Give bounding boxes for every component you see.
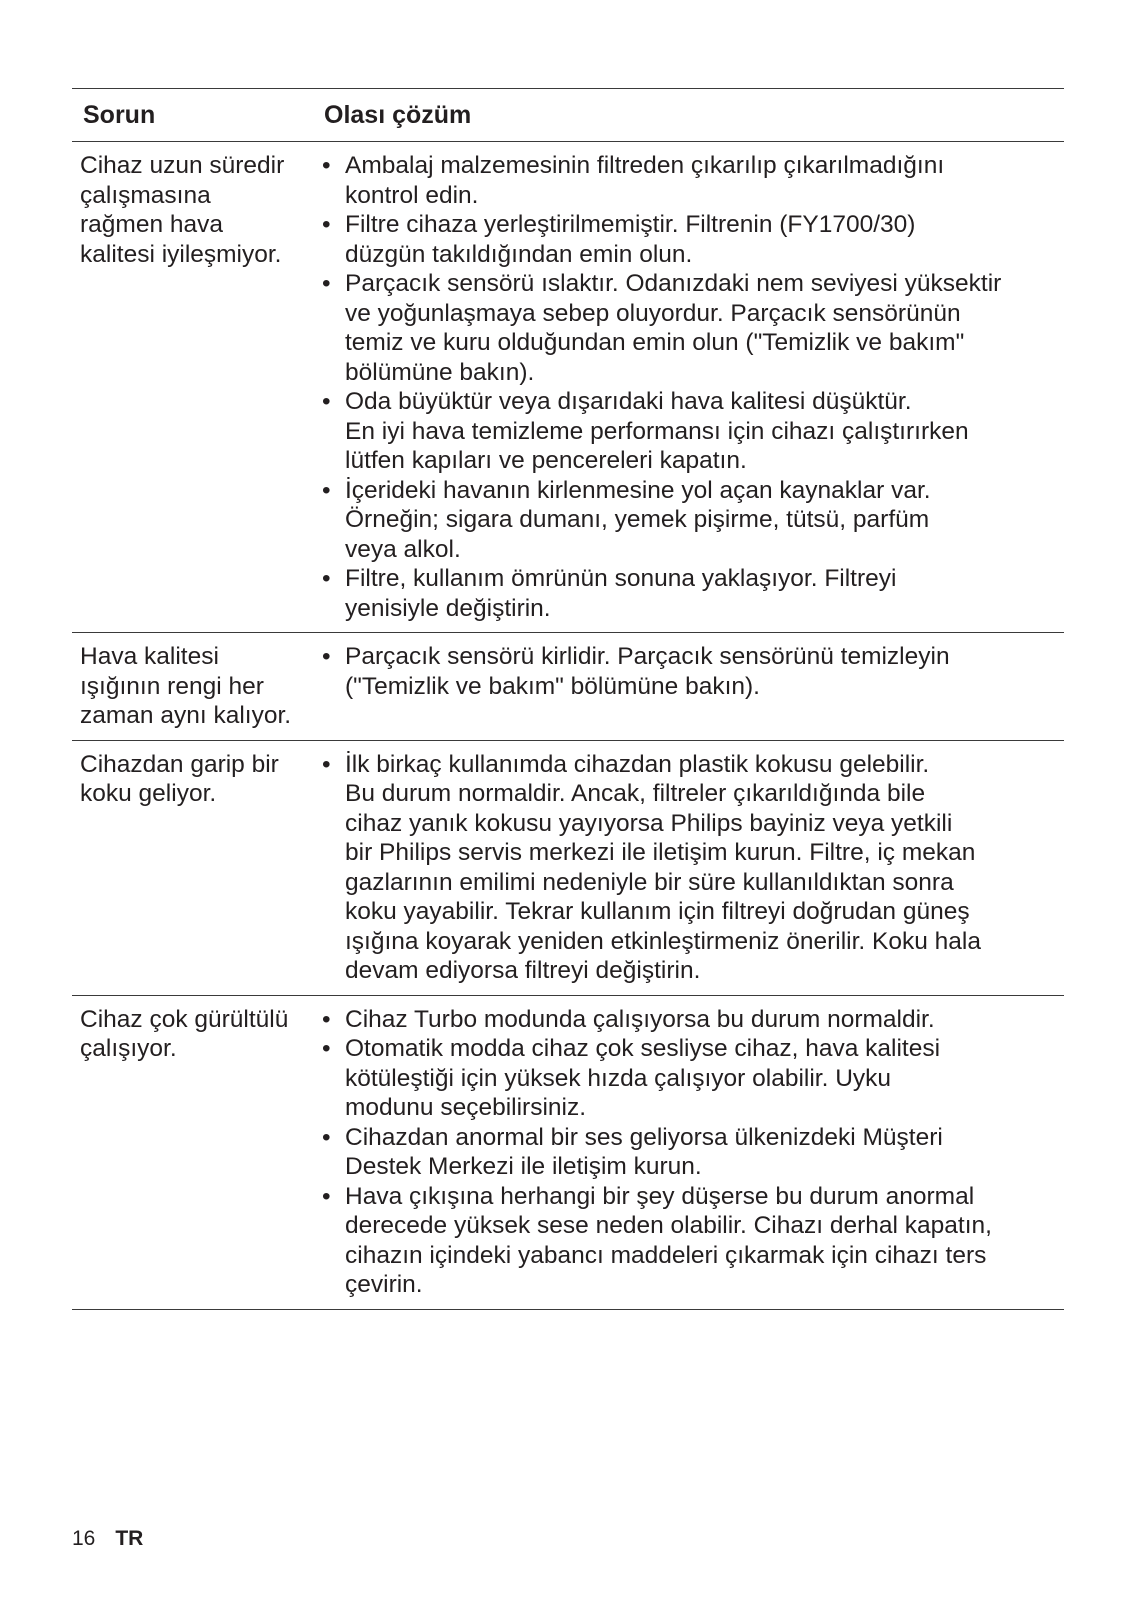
bullet-icon: •: [322, 1182, 331, 1210]
solution-text: Cihazdan anormal bir ses geliyorsa ülkenizdeki Müşteri Destek Merkezi ile iletişim kurun.: [345, 1123, 943, 1180]
table-row: [72, 996, 1064, 1310]
bullet-icon: •: [322, 270, 331, 297]
solution-list: [322, 750, 1064, 986]
solution-text: İçerideki havanın kirlenmesine yol açan kaynaklar var. Örneğin; sigara dumanı, yemek pişirme, tütsü, parfüm veya alkol.: [345, 476, 931, 563]
page-footer: [72, 1527, 143, 1551]
problem-cell: Cihazdan garip bir koku geliyor.: [80, 750, 279, 807]
solution-text: Hava çıkışına herhangi bir şey düşerse bu durum anormal derecede yüksek sese neden olabilir. Cihazı derhal kapatın, cihazın içindeki yabancı maddeleri çıkarmak için cihazı ters çevirin.: [345, 1182, 992, 1298]
table-header-row: [72, 89, 1064, 142]
header-problem: Sorun: [83, 100, 156, 129]
solution-text: Filtre, kullanım ömrünün sonuna yaklaşıyor. Filtreyi yenisiyle değiştirin.: [345, 565, 897, 622]
solution-text: Filtre cihaza yerleştirilmemiştir. Filtrenin (FY1700/30) düzgün takıldığından emin olun.: [345, 211, 916, 268]
solution-item: [322, 564, 1064, 623]
bullet-icon: •: [322, 1123, 331, 1151]
header-solution: Olası çözüm: [324, 100, 472, 129]
solution-item: [322, 210, 1064, 269]
bullet-icon: •: [322, 750, 331, 778]
problem-cell: Cihaz uzun süredir çalışmasına rağmen hava kalitesi iyileşmiyor.: [80, 152, 285, 268]
solution-text: Ambalaj malzemesinin filtreden çıkarılıp çıkarılmadığını kontrol edin.: [345, 152, 945, 209]
table-row: [72, 633, 1064, 741]
solution-item: [322, 151, 1064, 210]
bullet-icon: •: [322, 211, 331, 238]
solution-item: [322, 269, 1064, 387]
bullet-icon: •: [322, 1005, 331, 1033]
bullet-icon: •: [322, 476, 331, 504]
table-row: [72, 741, 1064, 996]
solution-text: Cihaz Turbo modunda çalışıyorsa bu durum normaldir.: [345, 1005, 935, 1033]
bullet-icon: •: [322, 388, 331, 415]
solution-item: [322, 476, 1064, 565]
solution-item: [322, 750, 1064, 986]
table-body: [72, 142, 1064, 1310]
language-code: TR: [115, 1527, 144, 1550]
troubleshooting-table: [72, 88, 1064, 1310]
solution-item: [322, 1182, 1064, 1300]
solution-item: [322, 1123, 1064, 1182]
bullet-icon: •: [322, 152, 331, 179]
page-number: 16: [72, 1527, 96, 1550]
solution-text: İlk birkaç kullanımda cihazdan plastik kokusu gelebilir. Bu durum normaldir. Ancak, filtreler çıkarıldığında bile cihaz yanık kokusu yayıyorsa Philips bayiniz veya yetkili bir Philips servis merkezi ile iletişim kurun. Filtre, iç mekan gazlarının emilimi nedeniyle bir süre kullanıldıktan sonra koku yayabilir. Tekrar kullanım için filtreyi doğrudan güneş ışığına koyarak yeniden etkinleştirmeniz önerilir. Koku hala devam ediyorsa filtreyi değiştirin.: [345, 750, 981, 984]
problem-cell: Hava kalitesi ışığının rengi her zaman aynı kalıyor.: [80, 643, 292, 729]
solution-item: [322, 1005, 1064, 1035]
solution-text: Parçacık sensörü ıslaktır. Odanızdaki nem seviyesi yüksektir ve yoğunlaşmaya sebep oluyordur. Parçacık sensörünün temiz ve kuru olduğundan emin olun ("Temizlik ve bakım" bölümüne bakın).: [345, 270, 1002, 386]
solution-text: Parçacık sensörü kirlidir. Parçacık sensörünü temizleyin ("Temizlik ve bakım" bölümüne bakın).: [345, 643, 950, 700]
table-row: [72, 142, 1064, 633]
bullet-icon: •: [322, 1035, 331, 1062]
bullet-icon: •: [322, 565, 331, 592]
solution-text: Otomatik modda cihaz çok sesliyse cihaz, hava kalitesi kötüleştiği için yüksek hızda çalışıyor olabilir. Uyku modunu seçebilirsiniz.: [345, 1035, 941, 1121]
solution-item: [322, 387, 1064, 476]
solution-item: [322, 1034, 1064, 1123]
solution-list: [322, 151, 1064, 623]
solution-list: [322, 642, 1064, 731]
solution-text: Oda büyüktür veya dışarıdaki hava kalitesi düşüktür. En iyi hava temizleme performansı için cihazı çalıştırırken lütfen kapıları ve pencereleri kapatın.: [345, 388, 969, 474]
bullet-icon: •: [322, 643, 331, 670]
solution-item: [322, 642, 1064, 701]
solution-list: [322, 1005, 1064, 1300]
problem-cell: Cihaz çok gürültülü çalışıyor.: [80, 1005, 289, 1062]
